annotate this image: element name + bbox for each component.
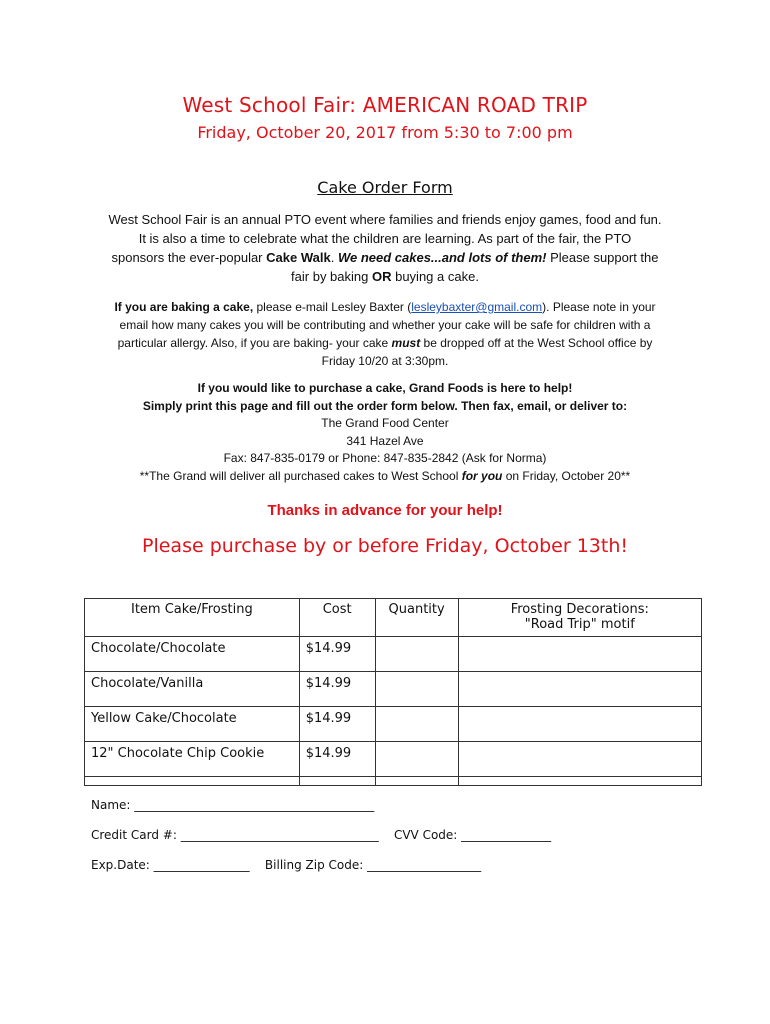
baking-line [88,298,682,316]
delivery-text: on Friday, October 20** [502,468,631,483]
credit-card-line [91,828,691,858]
baking-text: please e-mail Lesley Baxter ( [253,300,412,314]
intro-line [80,267,690,286]
table-row [85,672,702,707]
purchase-line [80,380,690,398]
name-field[interactable]: Name: ________________________________________ [91,798,375,812]
store-contact: Fax: 847-835-0179 or Phone: 847-835-2842 (Ask for Norma) [223,451,547,465]
delivery-note [80,468,690,486]
empty-cell [299,777,375,786]
exp-zip-line [91,858,691,888]
row-decorations-cell[interactable] [458,672,701,707]
store-address: 341 Hazel Ave [346,433,424,448]
header-cost: Cost [299,599,375,637]
for-you-text: for you [461,468,503,483]
row-item: Chocolate/Vanilla [85,672,300,707]
header-decorations-line: Frosting Decorations: [510,602,649,617]
table-row [85,742,702,777]
intro-line: It is also a time to celebrate what the children are learning. As part of the fair, the PTO [138,231,632,246]
order-table [84,598,702,786]
baking-text: particular allergy. Also, if you are baking- your cake [117,336,392,350]
header-quantity: Quantity [375,599,458,637]
row-quantity-cell[interactable] [375,707,458,742]
email-link[interactable]: lesleybaxter@gmail.com [411,300,543,314]
table-row [85,637,702,672]
intro-line: West School Fair is an annual PTO event where families and friends enjoy games, food and fun. [108,212,662,227]
deadline-note: Please purchase by or before Friday, October 13th! [142,535,628,557]
header-decorations-line: "Road Trip" motif [524,617,635,632]
row-cost: $14.99 [299,637,375,672]
row-cost: $14.99 [299,742,375,777]
baking-paragraph [88,298,682,370]
store-name: The Grand Food Center [321,416,449,430]
page-title: West School Fair: AMERICAN ROAD TRIP [182,93,588,117]
thanks-note: Thanks in advance for your help! [267,502,503,519]
intro-text: sponsors the ever-popular [111,250,267,265]
cake-walk-text: Cake Walk [266,250,331,265]
row-quantity-cell[interactable] [375,672,458,707]
form-heading: Cake Order Form [317,178,453,197]
baking-line: Friday 10/20 at 3:30pm. [321,354,449,368]
row-cost: $14.99 [299,672,375,707]
row-cost: $14.99 [299,707,375,742]
empty-cell [458,777,701,786]
need-cakes-text: We need cakes...and lots of them! [337,250,547,265]
purchase-instructions: Simply print this page and fill out the order form below. Then fax, email, or deliver to: [142,398,628,413]
purchase-paragraph [80,380,690,485]
table-header-row [85,599,702,637]
event-date: Friday, October 20, 2017 from 5:30 to 7:00 pm [197,123,573,142]
intro-line [80,248,690,267]
baking-line [88,334,682,352]
table-row [85,707,702,742]
purchase-line [80,398,690,416]
row-item: Yellow Cake/Chocolate [85,707,300,742]
intro-text: fair by baking [291,269,372,284]
row-decorations-cell[interactable] [458,742,701,777]
empty-cell [375,777,458,786]
row-item: Chocolate/Chocolate [85,637,300,672]
row-quantity-cell[interactable] [375,742,458,777]
baking-text: be dropped off at the West School office by [420,336,653,350]
baking-lead: If you are baking a cake, [114,300,254,314]
name-line [91,798,691,828]
delivery-text: **The Grand will deliver all purchased cakes to West School [139,468,462,483]
intro-paragraph [80,210,690,286]
intro-text: Please support the [546,250,659,265]
row-quantity-cell[interactable] [375,637,458,672]
row-decorations-cell[interactable] [458,707,701,742]
billing-zip-field[interactable]: Billing Zip Code: ___________________ [264,858,482,872]
baking-line: email how many cakes you will be contributing and whether your cake will be safe for children with a [119,318,651,332]
empty-cell [85,777,300,786]
table-row-empty [85,777,702,786]
row-decorations-cell[interactable] [458,637,701,672]
intro-text: . [330,250,338,265]
payment-fields [91,798,691,888]
header-decorations [458,599,701,637]
or-text: OR [371,269,392,284]
credit-card-field[interactable]: Credit Card #: _________________________________ [91,828,379,842]
baking-text: ). Please note in your [542,300,656,314]
exp-date-field[interactable]: Exp.Date: ________________ [91,858,250,872]
cvv-field[interactable]: CVV Code: _______________ [393,828,552,842]
header-item: Item Cake/Frosting [85,599,300,637]
row-item: 12" Chocolate Chip Cookie [85,742,300,777]
purchase-heading: If you would like to purchase a cake, Grand Foods is here to help! [197,381,573,395]
must-text: must [391,336,421,350]
intro-text: buying a cake. [391,269,479,284]
